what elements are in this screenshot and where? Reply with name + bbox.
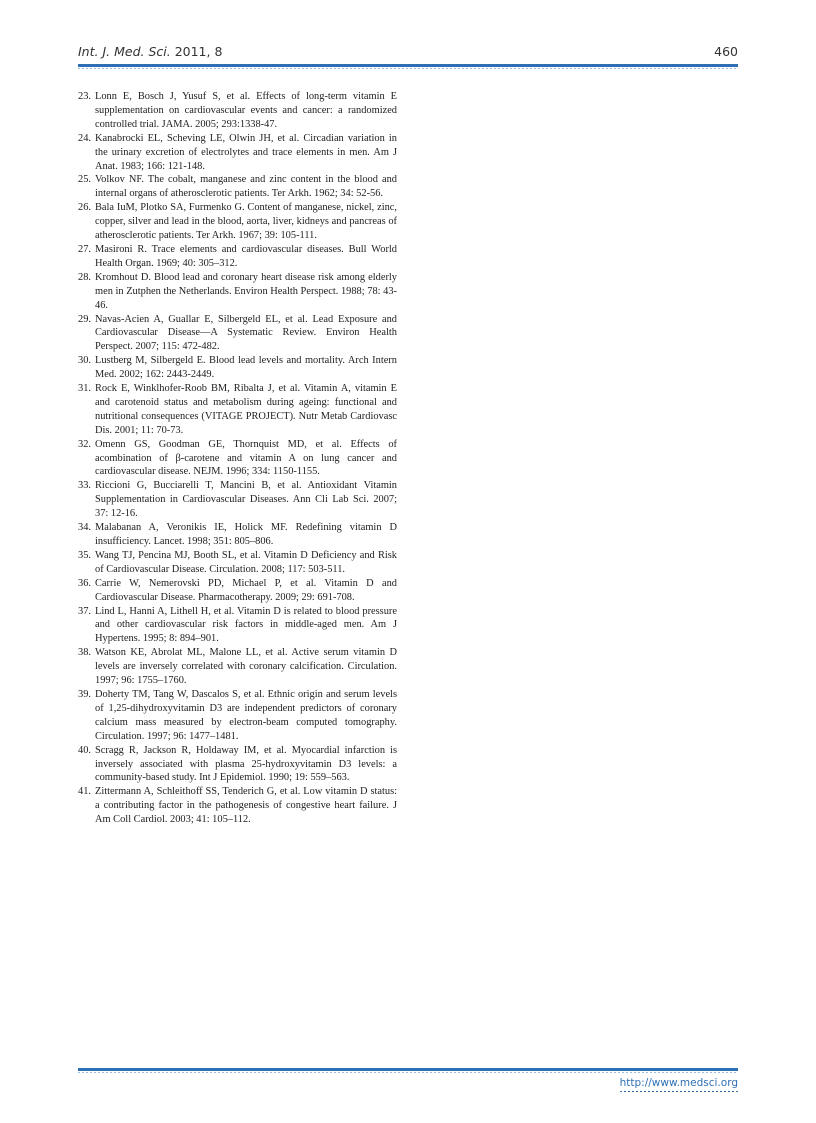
reference-number: 31. [78, 383, 91, 395]
reference-text: Kromhout D. Blood lead and coronary heart disease risk among elderly men in Zutphen the Netherlands. Environ Health Perspect. 1988; 78: 43-46. [95, 271, 397, 311]
reference-number: 41. [78, 786, 91, 798]
journal-website-link[interactable]: http://www.medsci.org [619, 1077, 738, 1089]
reference-number: 24. [78, 132, 91, 144]
reference-text: Doherty TM, Tang W, Dascalos S, et al. Ethnic origin and serum levels of 1,25-dihydroxyvitamin D3 are independent predictors of coronary calcium mass measured by electron-beam computed tomography. Circulation. 1997; 96: 1477–1481. [95, 688, 397, 742]
reference-number: 30. [78, 355, 91, 367]
reference-text: Zittermann A, Schleithoff SS, Tenderich G, et al. Low vitamin D status: a contributing factor in the pathogenesis of congestive heart failure. J Am Coll Cardiol. 2003; 41: 105–112. [95, 786, 397, 826]
footer-rule [78, 1068, 738, 1071]
reference-item [78, 646, 397, 688]
reference-item [78, 382, 397, 438]
reference-item [78, 521, 397, 549]
reference-item [78, 785, 397, 827]
reference-item [78, 132, 397, 174]
reference-number: 36. [78, 577, 91, 589]
reference-text: Carrie W, Nemerovski PD, Michael P, et al. Vitamin D and Cardiovascular Disease. Pharmacotherapy. 2009; 29: 691-708. [95, 577, 397, 603]
reference-item [78, 744, 397, 786]
reference-number: 40. [78, 744, 91, 756]
reference-number: 27. [78, 243, 91, 255]
reference-text: Kanabrocki EL, Scheving LE, Olwin JH, et al. Circadian variation in the urinary excretion of electrolytes and trace elements in men. Am J Anat. 1983; 166: 121-148. [95, 132, 397, 172]
reference-item [78, 577, 397, 605]
reference-number: 25. [78, 174, 91, 186]
running-header [78, 44, 738, 66]
reference-item [78, 243, 397, 271]
page-number: 460 [714, 44, 738, 59]
reference-text: Watson KE, Abrolat ML, Malone LL, et al. Active serum vitamin D levels are inversely correlated with coronary calcification. Circulation. 1997; 96: 1755–1760. [95, 647, 397, 687]
reference-number: 23. [78, 91, 91, 102]
reference-text: Volkov NF. The cobalt, manganese and zinc content in the blood and internal organs of atherosclerotic patients. Ter Arkh. 1962; 34: 52-56. [95, 174, 397, 200]
reference-item [78, 90, 397, 132]
header-rule [78, 64, 738, 67]
reference-number: 33. [78, 480, 91, 492]
reference-number: 35. [78, 549, 91, 561]
reference-text: Omenn GS, Goodman GE, Thornquist MD, et al. Effects of acombination of β-carotene and vitamin A on lung cancer and cardiovascular disease. NEJM. 1996; 334: 1150-1155. [95, 438, 397, 478]
reference-item [78, 438, 397, 480]
reference-item [78, 688, 397, 744]
reference-item [78, 313, 397, 355]
reference-number: 26. [78, 202, 91, 214]
reference-text: Masironi R. Trace elements and cardiovascular diseases. Bull World Health Organ. 1969; 40: 305–312. [95, 243, 397, 269]
reference-number: 32. [78, 438, 91, 450]
journal-name: Int. J. Med. Sci. [78, 44, 171, 59]
reference-item [78, 201, 397, 243]
reference-text: Scragg R, Jackson R, Holdaway IM, et al. Myocardial infarction is inversely associated with plasma 25-hydroxyvitamin D3 levels: a community-based study. Int J Epidemiol. 1990; 19: 559–563. [95, 744, 397, 784]
reference-number: 29. [78, 313, 91, 325]
reference-number: 37. [78, 605, 91, 617]
reference-text: Bala IuM, Plotko SA, Furmenko G. Content of manganese, nickel, zinc, copper, silver and lead in the blood, aorta, liver, kidneys and pancreas of atherosclerotic patients. Ter Arkh. 1967; 39: 105-111. [95, 202, 397, 242]
reference-text: Riccioni G, Bucciarelli T, Mancini B, et al. Antioxidant Vitamin Supplementation in Cardiovascular Diseases. Ann Cli Lab Sci. 2007; 37: 12-16. [95, 480, 397, 520]
reference-item [78, 605, 397, 647]
reference-item [78, 354, 397, 382]
reference-number: 39. [78, 688, 91, 700]
journal-citation [78, 44, 222, 59]
reference-item [78, 173, 397, 201]
reference-text: Wang TJ, Pencina MJ, Booth SL, et al. Vitamin D Deficiency and Risk of Cardiovascular Disease. Circulation. 2008; 117: 503-511. [95, 549, 397, 575]
reference-text: Rock E, Winklhofer-Roob BM, Ribalta J, et al. Vitamin A, vitamin E and carotenoid status and metabolism during ageing: functional and nutritional consequences (VITAGE PROJECT). Nutr Metab Cardiovasc Dis. 2001; 11: 70-73. [95, 383, 397, 436]
reference-text: Malabanan A, Veronikis IE, Holick MF. Redefining vitamin D insufficiency. Lancet. 1998; 351: 805–806. [95, 522, 397, 547]
reference-item [78, 549, 397, 577]
reference-number: 38. [78, 647, 91, 659]
reference-item [78, 479, 397, 521]
reference-text: Lind L, Hanni A, Lithell H, et al. Vitamin D is related to blood pressure and other cardiovascular risk factors in middle-aged men. Am J Hypertens. 1995; 8: 894–901. [95, 605, 397, 645]
reference-number: 34. [78, 522, 91, 534]
reference-number: 28. [78, 271, 91, 283]
reference-text: Lustberg M, Silbergeld E. Blood lead levels and mortality. Arch Intern Med. 2002; 162: 2443-2449. [95, 355, 397, 381]
journal-year-volume: 2011, 8 [174, 44, 223, 59]
reference-text: Navas-Acien A, Guallar E, Silbergeld EL, et al. Lead Exposure and Cardiovascular Disease—A Systematic Review. Environ Health Perspect. 2007; 115: 472-482. [95, 313, 397, 353]
reference-item [78, 271, 397, 313]
reference-list [78, 90, 397, 827]
reference-text: Lonn E, Bosch J, Yusuf S, et al. Effects of long-term vitamin E supplementation on cardiovascular events and cancer: a randomized controlled trial. JAMA. 2005; 293:1338-47. [95, 91, 397, 130]
